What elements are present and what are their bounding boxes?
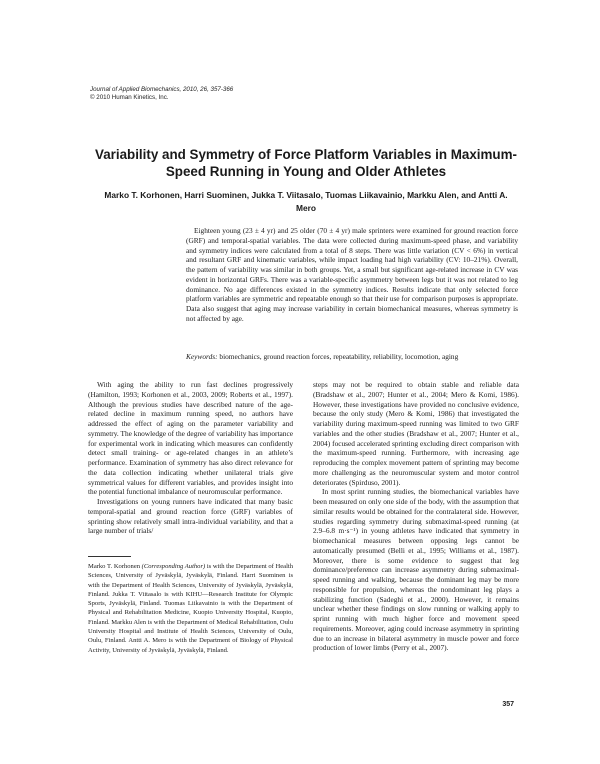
body-column-right (313, 380, 519, 653)
author-list: Marko T. Korhonen, Harri Suominen, Jukka T. Viitasalo, Tuomas Liikavainio, Markku Alen, and Antti A. Mero (104, 190, 508, 213)
footnote-divider (88, 556, 131, 557)
body-paragraph: With aging the ability to run fast declines progressively (Hamilton, 1993; Korhonen et al., 2003, 2009; Roberts et al., 1997). Although the previous studies have described nature of the age-related decline in maximum running speed, no authors have addressed the effect of aging on the parameter variability and symmetry. The knowledge of the degree of variability has importance for experimental work in indicating which measures can confidently detect small training- or age-related changes in an athlete’s performance. Examination of symmetry has also direct relevance for the data collection indicating whether unilateral trials give symmetrical values for different variables, and provides insight into the potential functional imbalance of neuromuscular performance. (88, 380, 293, 497)
journal-citation: Journal of Applied Biomechanics, 2010, 26, 357-366 (90, 86, 234, 93)
page-number: 357 (502, 701, 514, 708)
article-title: Variability and Symmetry of Force Platform Variables in Maximum-Speed Running in Young and Older Athletes (95, 147, 517, 179)
abstract: Eighteen young (23 ± 4 yr) and 25 older (70 ± 4 yr) male sprinters were examined for ground reaction force (GRF) and temporal-spatial variables. The data were collected during maximum-speed phase, and variability and symmetry indices were calculated from a total of 8 steps. There was little variation (CV < 6%) in vertical and resultant GRF and kinematic variables, while impact loading had high variability (CV: 10–21%). Overall, the pattern of variability was similar in both groups. Yet, a small but significant age-related increase in CV was evident in horizontal GRFs. There was a variable-specific asymmetry between legs but it was not related to leg dominance. No age differences existed in the symmetry indices. Results indicate that only selected force platform variables are symmetric and repeatable enough so that their use for comparison purposes is appropriate. Data also suggest that aging may increase variability in certain biomechanical measures, whereas symmetry is not affected by age. (186, 226, 518, 323)
body-paragraph: steps may not be required to obtain stable and reliable data (Bradshaw et al., 2007; Hunter et al., 2004; Mero & Komi, 1986). However, these investigations have provided no conclusive evidence, because the only study (Mero & Komi, 1986) that investigated the variability during maximum-speed running was limited to two GRF variables and the other studies (Bradshaw et al., 2007; Hunter et al., 2004) focused accelerated sprinting excluding direct comparison with the maximum-speed running. Furthermore, with increasing age reproducing the complex movement pattern of sprinting may become more challenging as the neuromuscular system and motor control deteriorates (Spirduso, 2001). (313, 380, 519, 487)
body-paragraph: Investigations on young runners have indicated that many basic temporal-spatial and ground reaction force (GRF) variables of sprinting show relatively small intra-individual variability, and that a large number of trials/ (88, 497, 293, 536)
keywords-list: biomechanics, ground reaction forces, repeatability, reliability, locomotion, aging (219, 352, 459, 361)
body-paragraph: In most sprint running studies, the biomechanical variables have been measured on only one side of the body, with the assumption that similar results would be obtained for the contralateral side. However, studies regarding symmetry during submaximal-speed running (at 2.9–6.8 m·s⁻¹) in young athletes have indicated that symmetry in biomechanical measures between opposing legs cannot be automatically presumed (Belli et al., 1995; Williams et al., 1987). Moreover, there is some evidence to suggest that leg dominance/preference can increase asymmetry during submaximal-speed running and walking, because the dominant leg may be more responsible for propulsion, whereas the nondominant leg plays a stabilizing function (Sadeghi et al., 2000). However, it remains unclear whether these findings on slow running or walking apply to sprint running with much higher force and movement speed requirements. Moreover, aging could increase asymmetry in sprinting due to an increase in bilateral asymmetry in muscle power and force production of lower limbs (Perry et al., 2007). (313, 487, 519, 653)
keywords-label: Keywords: (186, 352, 218, 361)
copyright-notice: © 2010 Human Kinetics, Inc. (90, 94, 169, 101)
keywords (186, 352, 518, 362)
footnote-text: is with the Department of Health Sciences, University of Jyväskylä, Jyväskylä, Finland. Harri Suominen is with the Department of Health Sciences, University of Jyväskylä, Jyväskylä, Finland. Jukka T. Viitasalo is with KIHU—Research Institute for Olympic Sports, Jyväskylä, Finland. Tuomas Liikavainio is with the Department of Physical and Rehabilitation Medicine, Kuopio University Hospital, Kuopio, Finland. Markku Alen is with the Department of Medical Rehabilitation, Oulu University Hospital and Institute of Health Sciences, University of Oulu, Oulu, Finland. Antti A. Mero is with the Department of Biology of Physical Activity, University of Jyväskylä, Jyväskylä, Finland. (88, 563, 293, 654)
body-column-left (88, 380, 293, 536)
author-affiliation-footnote (88, 562, 293, 655)
journal-header (90, 86, 233, 102)
footnote-author: Marko T. Korhonen (88, 563, 140, 570)
corresponding-author-label: (Corresponding Author) (141, 563, 206, 570)
